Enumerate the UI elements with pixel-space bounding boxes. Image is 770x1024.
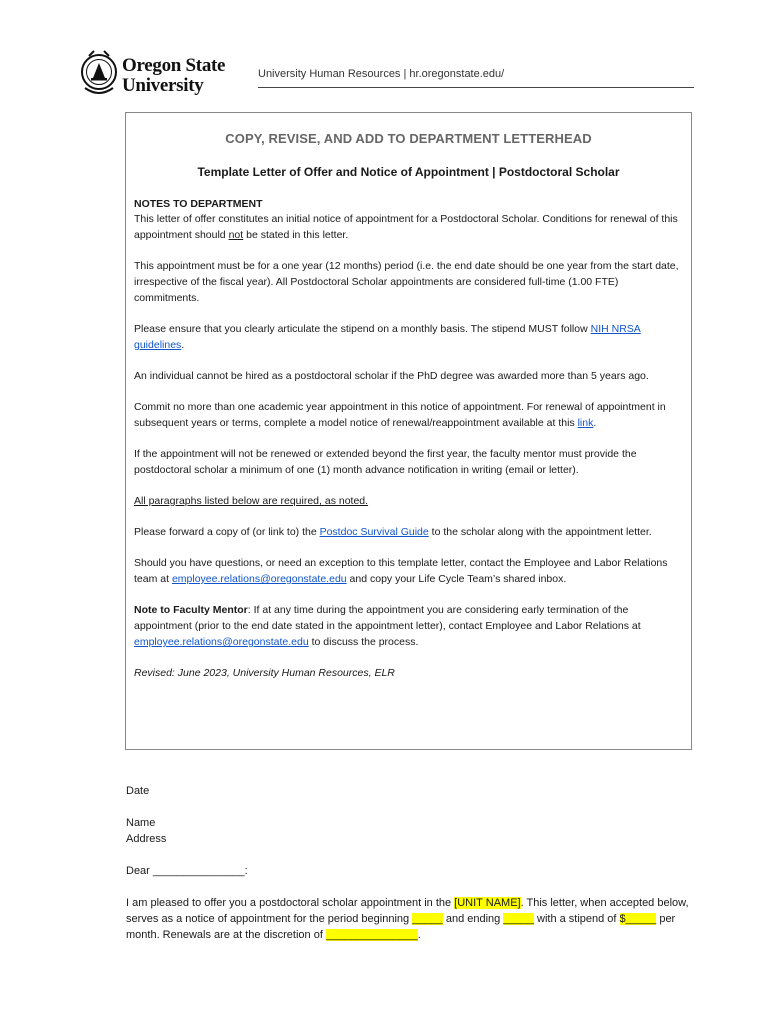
note-paragraph-9: [134, 555, 683, 587]
note-paragraph-3: [134, 321, 683, 353]
note-paragraph-7: All paragraphs listed below are required, as noted.: [134, 495, 369, 507]
letter-text: . This letter, when accepted below, serves as a notice of appointment for the period beginning: [126, 897, 689, 925]
letter-date: Date: [126, 785, 150, 797]
postdoc-survival-guide-link[interactable]: Postdoc Survival Guide: [319, 526, 429, 538]
revised-note: Revised: June 2023, University Human Resources, ELR: [134, 667, 395, 679]
employee-relations-email-link[interactable]: employee.relations@oregonstate.edu: [171, 573, 347, 585]
recipient-name: Name: [126, 817, 156, 829]
stipend-placeholder[interactable]: $_____: [619, 913, 657, 925]
note-text: Should you have questions, or need an exception to this template letter, contact the Employee and Labor Relations team at: [134, 557, 668, 585]
note-text: Please ensure that you clearly articulate the stipend on a monthly basis. The stipend MUST follow: [134, 323, 591, 335]
note-paragraph-1: [134, 211, 683, 243]
box-title: COPY, REVISE, AND ADD TO DEPARTMENT LETTERHEAD: [225, 131, 592, 146]
faculty-mentor-label: Note to Faculty Mentor: [134, 604, 248, 616]
header-url-text: University Human Resources | hr.oregonstate.edu/: [258, 68, 505, 80]
begin-date-placeholder[interactable]: _____: [412, 913, 443, 925]
note-text: and copy your Life Cycle Team’s shared inbox.: [346, 573, 567, 585]
note-text: to the scholar along with the appointment letter.: [428, 526, 652, 538]
note-paragraph-6: If the appointment will not be renewed or extended beyond the first year, the faculty mentor must provide the postdoctoral scholar a minimum of one (1) month advance notification in writing (email or letter).: [134, 448, 637, 476]
department-notes-box: [125, 112, 692, 750]
page-header: [80, 48, 695, 108]
note-emphasis: not: [228, 229, 244, 241]
letter-text: .: [417, 929, 421, 941]
logo-line-2: University: [122, 75, 204, 96]
osu-seal-icon: [80, 48, 120, 100]
renewal-template-link[interactable]: link: [577, 417, 594, 429]
note-paragraph-8: [134, 524, 683, 540]
letter-text: I am pleased to offer you a postdoctoral scholar appointment in the: [126, 897, 455, 909]
note-paragraph-2: This appointment must be for a one year (12 months) period (i.e. the end date should be one year from the start date, irrespective of the fiscal year). All Postdoctoral Scholar appointments are considered full-time (1.00 FTE) commitments.: [134, 260, 679, 304]
osu-logo: [80, 48, 240, 104]
note-text: : If at any time during the appointment you are considering early termination of the appointment (prior to the end date stated in the appointment letter), contact Employee and Labor Relations at: [134, 604, 641, 632]
letter-text: and ending: [442, 913, 504, 925]
discretion-placeholder[interactable]: _______________: [325, 929, 418, 941]
note-text: .: [593, 417, 597, 429]
note-text: to discuss the process.: [308, 636, 419, 648]
end-date-placeholder[interactable]: _____: [503, 913, 534, 925]
unit-name-placeholder[interactable]: [UNIT NAME]: [454, 897, 521, 909]
note-text: .: [181, 339, 185, 351]
letter-recipient: [126, 815, 692, 847]
logo-wordmark: [122, 56, 225, 96]
note-paragraph-5: [134, 399, 683, 431]
note-text: be stated in this letter.: [243, 229, 349, 241]
offer-letter-body: [126, 783, 692, 959]
note-text: This letter of offer constitutes an initial notice of appointment for a Postdoctoral Scholar. Conditions for renewal of this appointment should: [134, 213, 678, 241]
recipient-address: Address: [126, 833, 167, 845]
logo-line-1: Oregon State: [122, 55, 226, 76]
header-rule: [258, 87, 694, 88]
note-text: Commit no more than one academic year appointment in this notice of appointment. For renewal of appointment in subsequent years or terms, complete a model notice of renewal/reappointment available at this: [134, 401, 666, 429]
note-paragraph-10: [134, 602, 683, 650]
letter-paragraph-1: [126, 895, 692, 943]
employee-relations-email-link-2[interactable]: employee.relations@oregonstate.edu: [134, 636, 309, 648]
letter-salutation: Dear _______________:: [126, 865, 248, 877]
notes-heading: NOTES TO DEPARTMENT: [134, 198, 263, 210]
note-text: Please forward a copy of (or link to) the: [134, 526, 320, 538]
box-subtitle: Template Letter of Offer and Notice of Appointment | Postdoctoral Scholar: [197, 165, 620, 179]
note-paragraph-4: An individual cannot be hired as a postdoctoral scholar if the PhD degree was awarded more than 5 years ago.: [134, 370, 649, 382]
nih-nrsa-link[interactable]: NIH NRSA guidelines: [134, 323, 641, 351]
letter-text: per month. Renewals are at the discretion of: [126, 913, 676, 941]
letter-text: with a stipend of: [533, 913, 620, 925]
